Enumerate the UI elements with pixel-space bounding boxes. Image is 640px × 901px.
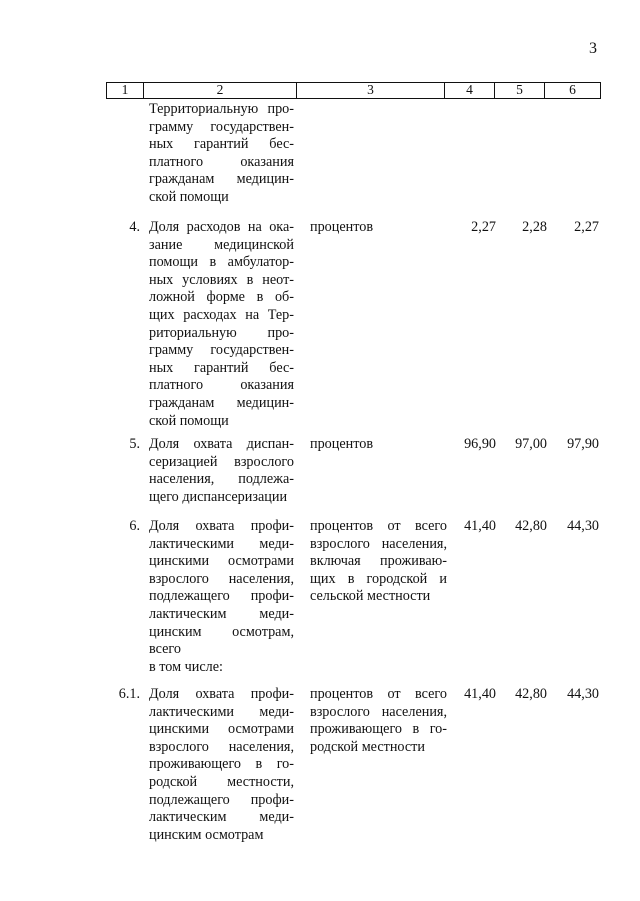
value-col-4: 2,27: [471, 219, 496, 235]
text-line: взрослого населения,: [310, 535, 447, 552]
text-line: родской местности: [310, 738, 425, 755]
text-line: гражданам медицин-: [149, 171, 294, 188]
header-cell-6: 6: [569, 82, 576, 97]
text-line: подлежащего профи-: [149, 588, 294, 605]
text-line: помощи в амбулатор-: [149, 254, 294, 271]
table-header-row: [106, 82, 601, 99]
text-line: лактическим меди-: [149, 605, 294, 622]
header-cell-4: 4: [445, 83, 495, 98]
text-line: проживающего в го-: [310, 721, 447, 738]
value-col-6: 2,27: [574, 219, 599, 235]
value-col-6: 44,30: [567, 518, 599, 534]
text-line: щих расходах на Тер-: [149, 306, 294, 323]
text-line: процентов: [310, 436, 374, 452]
header-cell-5: 5: [495, 83, 545, 98]
row-number: 6.: [129, 518, 140, 534]
text-line: родской местности,: [149, 773, 294, 790]
text-line: цинскими осмотрами: [149, 553, 294, 570]
text-line: Доля расходов на ока-: [149, 219, 294, 235]
text-line: всего: [149, 641, 181, 658]
indicator-name: [149, 436, 294, 506]
text-line: цинским осмотрам: [149, 826, 264, 843]
text-line: взрослого населения,: [149, 570, 294, 587]
text-line: серизацией взрослого: [149, 453, 294, 470]
row-number: 6.1.: [118, 686, 140, 702]
text-line: гражданам медицин-: [149, 394, 294, 411]
row-number: 5.: [129, 436, 140, 452]
text-line: платного оказания: [149, 153, 294, 170]
header-cell-3: 3: [297, 83, 445, 98]
text-line: зание медицинской: [149, 236, 294, 253]
value-col-6: 97,90: [567, 436, 599, 452]
indicator-name: [149, 518, 294, 676]
unit-of-measure: [310, 518, 447, 606]
value-col-6: 44,30: [567, 686, 599, 702]
header-cell-2: 2: [144, 83, 297, 98]
text-line: ской помощи: [149, 412, 229, 429]
text-line: грамму государствен-: [149, 118, 294, 135]
indicator-name: [149, 686, 294, 844]
text-line: цинскими осмотрами: [149, 721, 294, 738]
text-line: риториальную про-: [149, 324, 294, 341]
text-line: населения, подлежа-: [149, 471, 294, 488]
text-line: подлежащего профи-: [149, 791, 294, 808]
text-line: включая проживаю-: [310, 553, 447, 570]
text-line: процентов от всего: [310, 518, 447, 534]
text-line: Доля охвата профи-: [149, 518, 294, 534]
text-line: платного оказания: [149, 377, 294, 394]
value-col-4: 96,90: [464, 436, 496, 452]
row-number: 4.: [129, 219, 140, 235]
unit-of-measure: [310, 686, 447, 756]
unit-of-measure: [310, 219, 447, 237]
text-line: процентов: [310, 219, 374, 235]
value-col-4: 41,40: [464, 518, 496, 534]
text-line: Территориальную про-: [149, 101, 294, 117]
text-line: Доля охвата профи-: [149, 686, 294, 702]
value-col-4: 41,40: [464, 686, 496, 702]
text-line: лактическими меди-: [149, 535, 294, 552]
value-col-5: 2,28: [522, 219, 547, 235]
text-line: ской помощи: [149, 188, 229, 205]
value-col-5: 42,80: [515, 686, 547, 702]
text-line: в том числе:: [149, 658, 223, 675]
page-number: 3: [589, 40, 597, 57]
header-cell-1: 1: [107, 83, 144, 98]
text-line: взрослого населения,: [149, 738, 294, 755]
indicator-name: [149, 219, 294, 430]
text-line: лактическим меди-: [149, 809, 294, 826]
text-line: взрослого населения,: [310, 703, 447, 720]
value-col-5: 97,00: [515, 436, 547, 452]
text-line: ных гарантий бес-: [149, 136, 294, 153]
text-line: цинским осмотрам,: [149, 623, 294, 640]
text-line: процентов от всего: [310, 686, 447, 702]
text-line: грамму государствен-: [149, 342, 294, 359]
unit-of-measure: [310, 436, 447, 454]
text-line: щего диспансеризации: [149, 488, 288, 505]
text-line: лактическими меди-: [149, 703, 294, 720]
text-line: Доля охвата диспан-: [149, 436, 294, 452]
text-line: ных условиях в неот-: [149, 271, 294, 288]
indicator-name: [149, 101, 294, 207]
value-col-5: 42,80: [515, 518, 547, 534]
text-line: ложной форме в об-: [149, 289, 294, 306]
text-line: сельской местности: [310, 588, 431, 605]
text-line: ных гарантий бес-: [149, 359, 294, 376]
text-line: щих в городской и: [310, 570, 447, 587]
text-line: проживающего в го-: [149, 756, 294, 773]
